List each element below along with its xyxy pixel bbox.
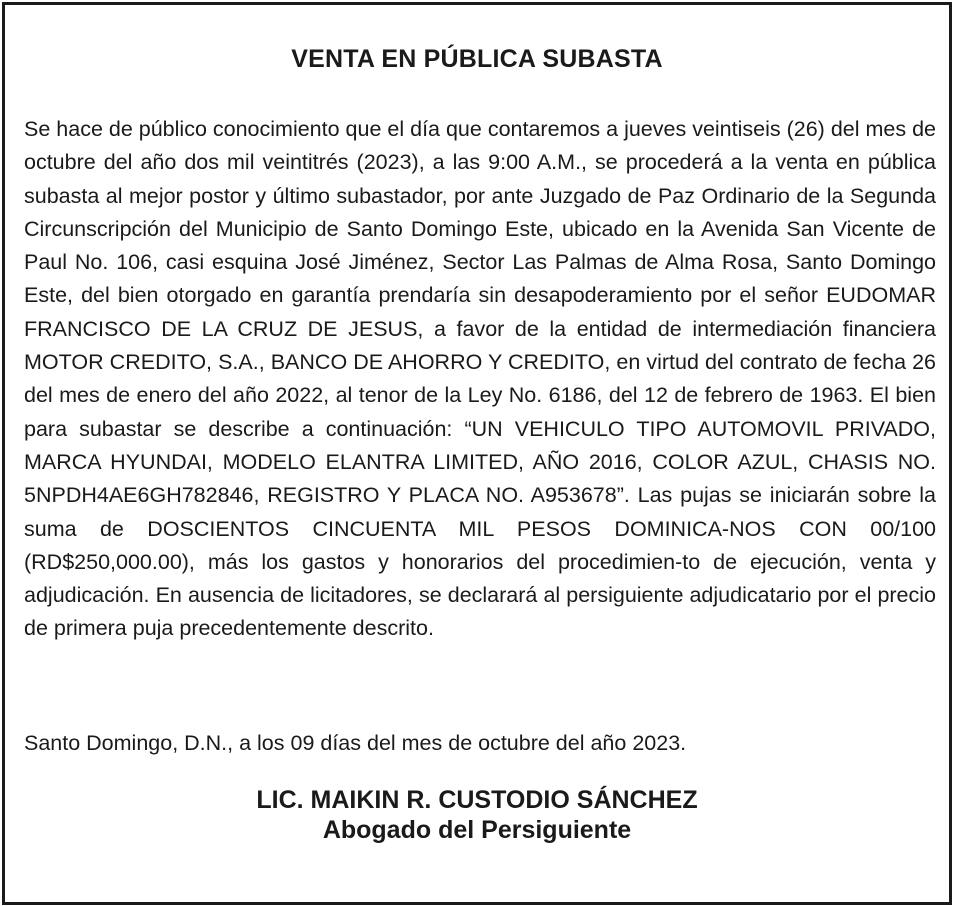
signer-name: LIC. MAIKIN R. CUSTODIO SÁNCHEZ xyxy=(256,786,698,814)
notice-frame xyxy=(2,2,952,905)
notice-title: VENTA EN PÚBLICA SUBASTA xyxy=(291,45,663,73)
notice-body: Se hace de público conocimiento que el día que contaremos a jueves veintiseis (26) del mes de octubre del año dos mil veintitrés (2023), a las 9:00 A.M., se procederá a la venta en pública subasta al mejor postor y último subastador, por ante Juzgado de Paz Ordinario de la Segunda Circunscripción del Municipio de Santo Domingo Este, ubicado en la Avenida San Vicente de Paul No. 106, casi esquina José Jiménez, Sector Las Palmas de Alma Rosa, Santo Domingo Este, del bien otorgado en garantía prendaría sin desapoderamiento por el señor EUDOMAR FRANCISCO DE LA CRUZ DE JESUS, a favor de la entidad de intermediación financiera MOTOR CREDITO, S.A., BANCO DE AHORRO Y CREDITO, en virtud del contrato de fecha 26 del mes de enero del año 2022, al tenor de la Ley No. 6186, del 12 de febrero de 1963. El bien para subastar se describe a continuación: “UN VEHICULO TIPO AUTOMOVIL PRIVADO, MARCA HYUNDAI, MODELO ELANTRA LIMITED, AÑO 2016, COLOR AZUL, CHASIS NO. 5NPDH4AE6GH782846, REGISTRO Y PLACA NO. A953678”. Las pujas se iniciarán sobre la suma de DOSCIENTOS CINCUENTA MIL PESOS DOMINICA-NOS CON 00/100 (RD$250,000.00), más los gastos y honorarios del procedimien-to de ejecución, venta y adjudicación. En ausencia de licitadores, se declarará al persiguiente adjudicatario por el precio de primera puja precedentemente descrito. xyxy=(24,117,936,641)
notice-date-line: Santo Domingo, D.N., a los 09 días del mes de octubre del año 2023. xyxy=(24,731,687,755)
signature-block xyxy=(5,785,949,845)
signer-role: Abogado del Persiguiente xyxy=(322,816,632,844)
